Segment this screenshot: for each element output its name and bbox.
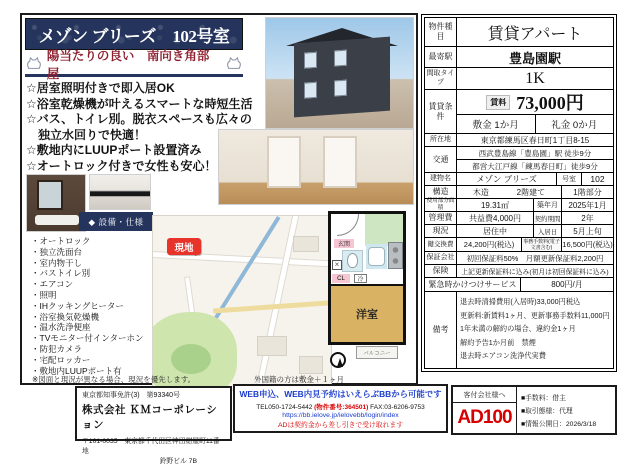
floor-plan-walls <box>328 211 406 345</box>
nearest-station: 豊島園駅 <box>508 50 561 66</box>
tel-number: TEL050-1724-5442 <box>256 404 313 411</box>
compass-icon <box>330 352 346 368</box>
property-detail-table-inner <box>424 17 614 369</box>
location-map <box>152 215 332 391</box>
equipment-item: ・TVモニター付インターホン <box>31 333 144 344</box>
highlight-item: 独立水回りで快適！ <box>26 127 147 142</box>
plan-stove <box>388 242 403 269</box>
contact-line <box>238 402 443 411</box>
equipment-section-header: ◆ 設備・仕様 <box>79 212 153 231</box>
web-headline: WEB申込、WEB内見予約はいえらぶBBから可能です <box>239 389 442 399</box>
deposit-line <box>457 114 613 133</box>
current-status: 居住中 <box>483 226 507 236</box>
rent-conditions <box>457 90 613 133</box>
built-label: 築年月 <box>533 199 561 211</box>
equipment-item: ・防犯カメラ <box>31 343 83 354</box>
key-exchange-fee: 24,200円(税込) <box>463 240 515 249</box>
highlight-item: ☆浴室乾燥機が叶えるスマートな時短生活 <box>26 96 253 111</box>
emergency-service-fee: 800円/月 <box>551 280 583 289</box>
map-site-marker: 現地 <box>167 238 201 255</box>
web-application-box <box>233 384 448 433</box>
row-label: 建物名 <box>425 173 457 185</box>
row-label: 備考 <box>425 292 457 368</box>
equipment-item: ・浴室換気乾燥機 <box>31 311 100 322</box>
row-label: 物件種目 <box>425 18 457 46</box>
table-row <box>425 291 613 368</box>
contract-term: 2年 <box>561 212 613 224</box>
agent-to-label: 客付会社様へ <box>453 387 516 403</box>
plan-washer-slot: × <box>332 260 342 270</box>
highlight-item: ☆バス、トイレ別。脱衣スペースも広々の <box>26 112 252 126</box>
plan-disclaimer: ※図面と現況が異なる場合、現況を優先します。 <box>32 375 196 384</box>
row-label: 交通 <box>425 147 457 172</box>
row-label: 保証会社 <box>425 252 457 264</box>
row-label: 間取タイプ <box>425 68 457 89</box>
property-number: (物件番号:364501) <box>314 404 369 411</box>
plan-toilet <box>347 253 358 268</box>
table-row <box>425 237 613 251</box>
kitchen-photo <box>89 174 151 210</box>
ad-deduction-note: ADは契約金から差し引きで受け取れます <box>278 422 403 429</box>
admin-fee-label: 事務手数料(電子文書含む) <box>521 238 561 251</box>
map-block <box>299 356 323 374</box>
building-name: メゾン ブリーズ <box>476 174 537 184</box>
remark-line: 解約予告1か月前 禁煙 <box>460 337 536 347</box>
mirror-shape <box>37 180 63 210</box>
equipment-item: ・室内物干し <box>31 257 83 268</box>
plan-closet-label: CL <box>332 274 350 283</box>
equipment-item: ・敷地内LUUPポート有 <box>31 365 122 376</box>
row-label: 構造 <box>425 186 457 198</box>
floors: 2階建て <box>516 187 546 197</box>
catchphrase-row <box>25 48 243 81</box>
map-block <box>257 336 287 356</box>
window-shape <box>304 82 317 99</box>
table-row <box>425 172 613 185</box>
ad-terms <box>517 387 615 433</box>
sink-shape <box>35 215 79 225</box>
building-exterior-photo <box>265 17 414 129</box>
plan-bathtub <box>368 247 385 266</box>
guarantor-info: 初回保証料50% 月額更新保証料2,200円 <box>466 253 604 263</box>
equipment-item: ・照明 <box>31 289 57 300</box>
highlight-item: ☆オートロック付きで女性も安心！ <box>26 158 217 173</box>
door-shape <box>323 136 357 188</box>
property-type: 賃貸アパート <box>487 25 583 43</box>
equipment-item: ・独立洗面台 <box>31 246 83 257</box>
agency-info-box <box>75 386 232 465</box>
table-row <box>425 46 613 67</box>
equipment-item: ・温水洗浄便座 <box>31 322 91 333</box>
table-row <box>425 133 613 146</box>
ad-left-cell <box>453 387 517 433</box>
ad-value: AD100 <box>457 407 512 428</box>
row-label: 現況 <box>425 225 457 237</box>
door-shape <box>267 136 301 188</box>
compass-needle <box>337 355 343 367</box>
map-block <box>293 236 319 252</box>
term-label: 契約期間 <box>533 212 561 224</box>
rent-amount: 73,000円 <box>516 93 584 113</box>
row-label: 保険 <box>425 265 457 277</box>
building-body-shape <box>294 37 390 118</box>
key-money: 礼金 0か月 <box>535 115 614 133</box>
table-row <box>425 185 613 198</box>
table-row <box>425 251 613 264</box>
agency-license: 東京都知事免許(3) 第93340号 <box>82 392 181 399</box>
cat-ornament-icon <box>25 57 43 71</box>
deposit: 敷金 1か月 <box>472 120 519 131</box>
web-url: https://bb.ielove.jp/ielovebb/login/index <box>282 412 399 419</box>
rent-tag: 賃料 <box>486 95 510 110</box>
rent-line <box>457 90 613 114</box>
table-row <box>425 211 613 224</box>
structure-info <box>457 186 561 198</box>
plan-balcony: バルコニー <box>356 346 398 359</box>
window-shape <box>304 52 317 69</box>
floor-plan <box>328 211 414 373</box>
row-label: 最寄駅 <box>425 47 457 67</box>
agency-name: 株式会社 ＫＭコーポレーション <box>82 404 218 431</box>
foreign-tenant-note: 外国籍の方は敷金＋１ヶ月 <box>254 375 344 384</box>
fax-number: FAX:03-6206-9753 <box>370 404 425 411</box>
table-row <box>425 146 613 172</box>
built-date: 2025年1月 <box>561 199 613 211</box>
remark-line: 更新料:新賃料1ヶ月、更新事務手数料11,000円 <box>460 310 610 320</box>
admin-fee: 16,500円(税込) <box>562 240 613 249</box>
plan-fridge-label: 冷 <box>354 274 367 283</box>
access-line: 都営大江戸線「練馬春日町」徒歩9分 <box>457 159 613 172</box>
access-line: 西武豊島線「豊島園」駅 徒歩9分 <box>478 148 592 158</box>
movein-date: 5月上旬 <box>561 225 613 237</box>
table-row <box>425 198 613 211</box>
management-fee: 共益費4,000円 <box>468 213 522 223</box>
deal-type-line: ■取引態様：代理 <box>521 407 573 415</box>
plan-entry-door-arc <box>337 214 359 236</box>
agency-address: 〒101-0035 東京都千代田区神田紺屋町11番地 <box>82 438 220 455</box>
access-info <box>457 147 613 172</box>
remarks <box>457 292 613 368</box>
movein-label: 入居日 <box>533 225 561 237</box>
insurance-info: 上記更新保証料に込み(初月は初回保証料に込み) <box>461 269 609 276</box>
highlight-item: ☆敷地内にLUUPポート設置済み <box>26 143 202 157</box>
table-row <box>425 264 613 277</box>
row-label: 使用部分面積 <box>425 199 457 211</box>
equipment-item: ・宅配ロッカー <box>31 354 91 365</box>
row-label: 緊急時かけつけサービス <box>425 278 521 291</box>
property-title: メゾン ブリーズ 102号室 <box>38 26 230 46</box>
structure: 木造 <box>472 187 489 197</box>
unit-number: 102 <box>581 173 613 185</box>
floor-part: 1階部分 <box>561 186 613 198</box>
remark-line: 退去時エアコン洗浄代実費 <box>460 351 546 360</box>
catchphrase: 陽当たりの良い 南向き角部屋 <box>46 48 210 81</box>
equipment-item: ・エアコン <box>31 279 74 290</box>
equipment-item: ・バストイレ別 <box>31 268 91 279</box>
agent-ad-box <box>451 385 617 435</box>
flyer-main-panel <box>20 13 418 385</box>
layout-type: 1K <box>525 69 545 87</box>
table-row <box>425 67 613 89</box>
row-label: 鍵交換費 <box>425 238 457 251</box>
agency-address-line2: 鈴野ビル 7B <box>159 458 197 465</box>
room-interior-photo <box>218 129 414 205</box>
equipment-item: ・オートロック <box>31 236 91 246</box>
plan-entrance-label: 玄関 <box>334 239 354 248</box>
window-shape <box>334 50 347 67</box>
remark-line: 1年未満の解約の場合、違約金1ヶ月 <box>460 324 576 333</box>
plan-western-room: 洋室 <box>331 286 403 342</box>
unit-label: 号室 <box>556 173 581 185</box>
cat-ornament-icon <box>225 57 243 71</box>
table-row <box>425 224 613 237</box>
table-row <box>425 89 613 133</box>
table-row <box>425 18 613 46</box>
publish-date-line: ■情報公開日：2026/3/18 <box>521 421 597 429</box>
fee-line: ■手数料：借主 <box>521 394 566 402</box>
property-address: 東京都練馬区春日町1丁目8-15 <box>480 135 590 145</box>
table-row <box>425 277 613 291</box>
row-label: 所在地 <box>425 134 457 146</box>
remark-line: 退去時清掃費用(入居時)33,000円税込 <box>460 297 581 306</box>
equipment-item: ・IHクッキングヒーター <box>31 300 124 311</box>
floor-area: 19.31㎡ <box>480 200 510 210</box>
map-park-area <box>171 344 211 374</box>
window-shape <box>334 80 347 97</box>
row-label: 管理費 <box>425 212 457 224</box>
row-label: 賃貸条件 <box>425 90 457 133</box>
property-detail-table <box>421 14 617 372</box>
highlight-item: ☆居室照明付きで即入居OK <box>26 81 175 95</box>
vanity-photo <box>26 174 86 232</box>
